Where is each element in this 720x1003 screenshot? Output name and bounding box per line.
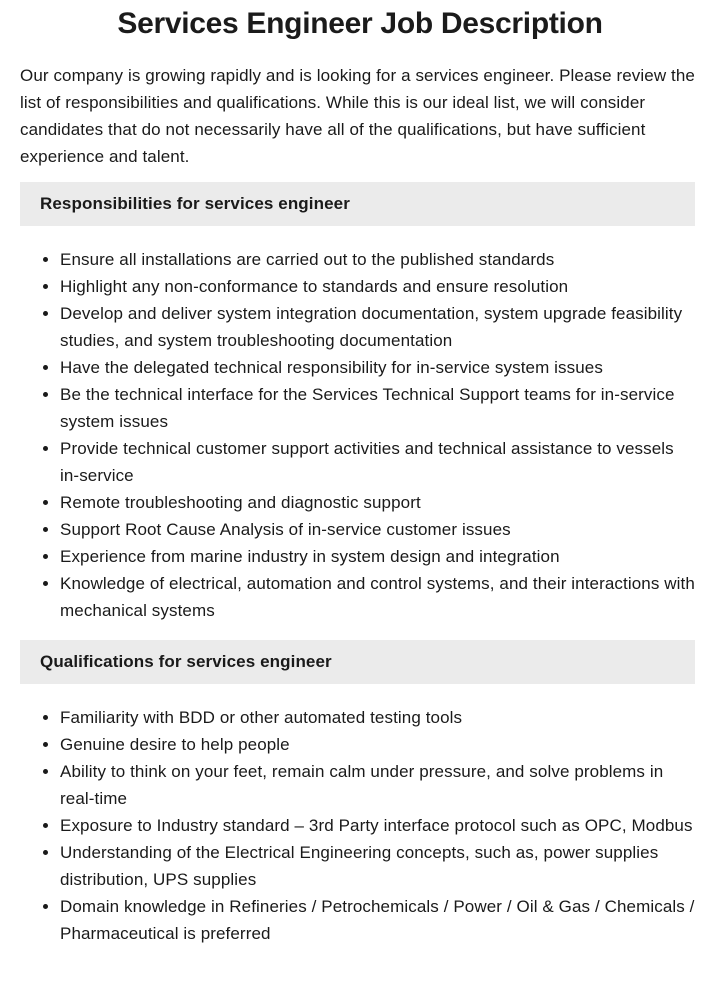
list-item: Familiarity with BDD or other automated testing tools [20, 704, 695, 731]
list-item: Ensure all installations are carried out to the published standards [20, 246, 695, 273]
responsibilities-list [20, 246, 695, 624]
intro-paragraph: Our company is growing rapidly and is looking for a services engineer. Please review the list of responsibilities and qualifications. While this is our ideal list, we will consider candidates that do not necessarily have all of the qualifications, but have sufficient experience and talent. [20, 66, 695, 166]
section-responsibilities [20, 182, 695, 624]
section-qualifications [20, 640, 695, 947]
page-title: Services Engineer Job Description [117, 7, 603, 40]
qualifications-list [20, 704, 695, 947]
list-item: Ability to think on your feet, remain calm under pressure, and solve problems in real-time [20, 758, 695, 812]
list-item: Highlight any non-conformance to standards and ensure resolution [20, 273, 695, 300]
list-item: Develop and deliver system integration documentation, system upgrade feasibility studies, and system troubleshooting documentation [20, 300, 695, 354]
list-item: Knowledge of electrical, automation and control systems, and their interactions with mechanical systems [20, 570, 695, 624]
list-item: Exposure to Industry standard – 3rd Party interface protocol such as OPC, Modbus [20, 812, 695, 839]
list-item: Provide technical customer support activities and technical assistance to vessels in-service [20, 435, 695, 489]
list-item: Experience from marine industry in system design and integration [20, 543, 695, 570]
list-item: Be the technical interface for the Services Technical Support teams for in-service system issues [20, 381, 695, 435]
list-item: Genuine desire to help people [20, 731, 695, 758]
list-item: Have the delegated technical responsibility for in-service system issues [20, 354, 695, 381]
list-item: Remote troubleshooting and diagnostic support [20, 489, 695, 516]
list-item: Support Root Cause Analysis of in-service customer issues [20, 516, 695, 543]
qualifications-section-heading: Qualifications for services engineer [20, 640, 695, 684]
list-item: Domain knowledge in Refineries / Petrochemicals / Power / Oil & Gas / Chemicals / Pharmaceutical is preferred [20, 893, 695, 947]
list-item: Understanding of the Electrical Engineering concepts, such as, power supplies distribution, UPS supplies [20, 839, 695, 893]
document-body [20, 62, 695, 947]
responsibilities-section-heading: Responsibilities for services engineer [20, 182, 695, 226]
